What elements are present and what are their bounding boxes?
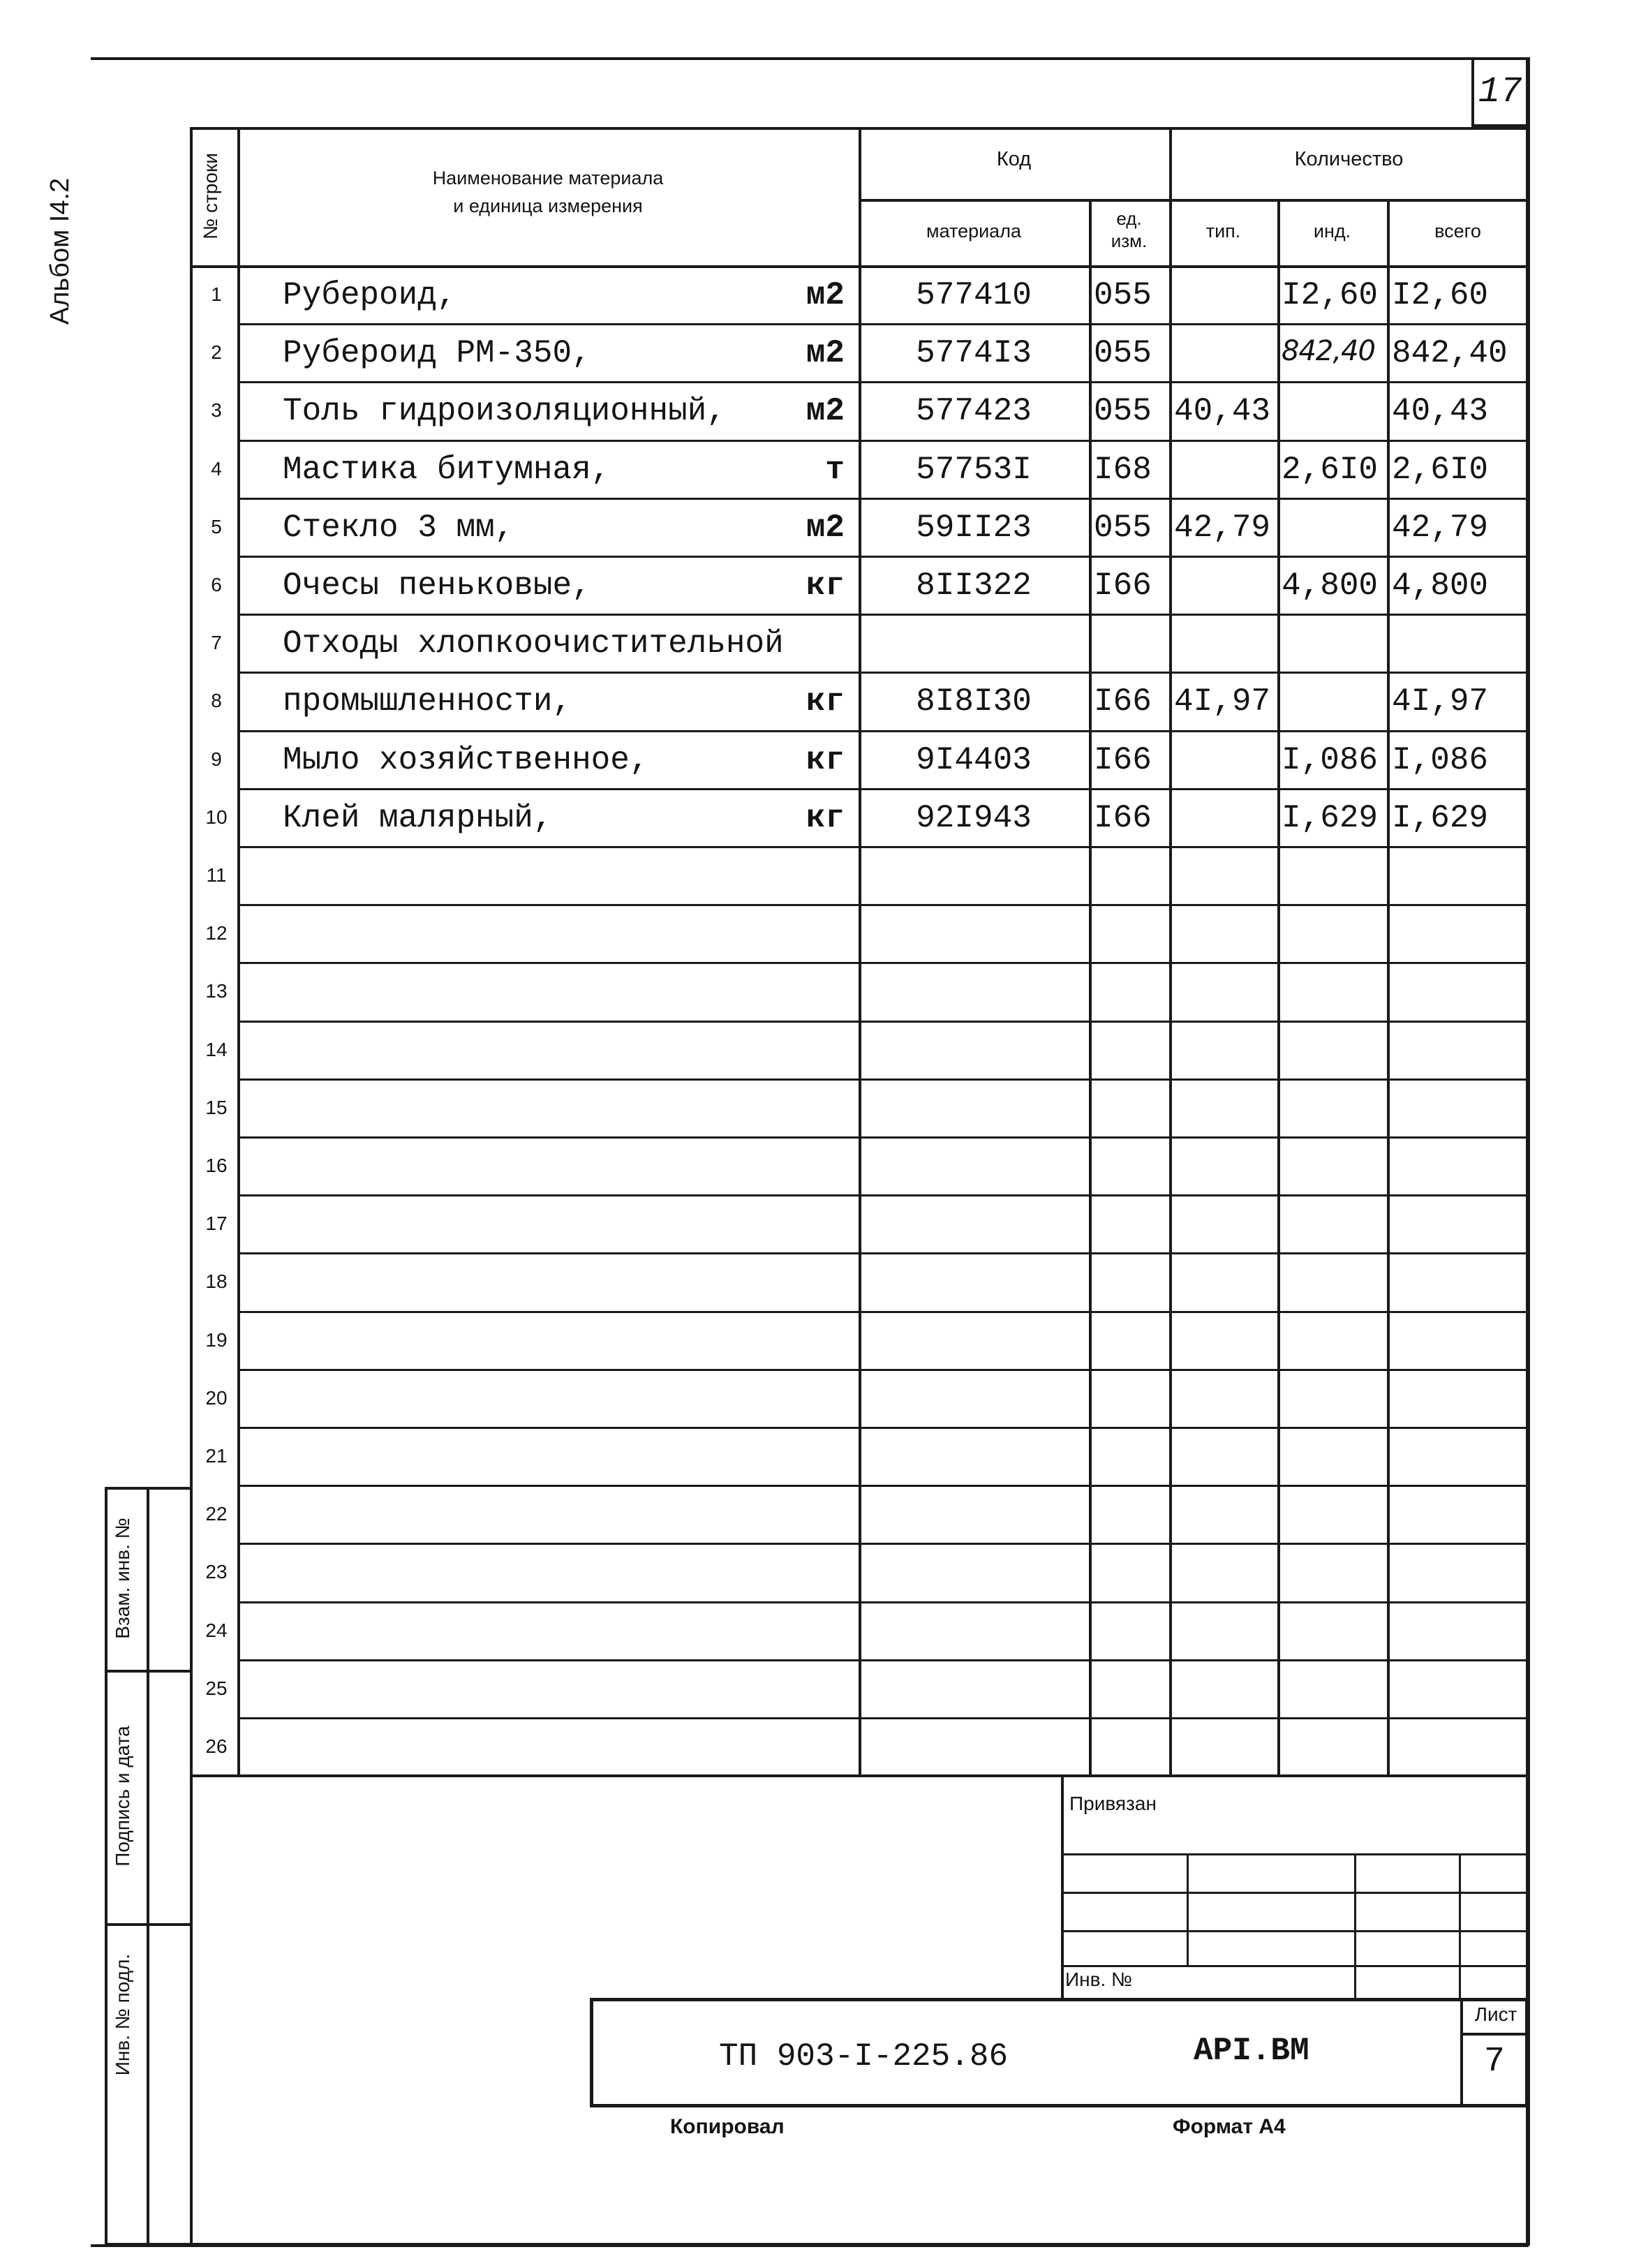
material-code: 577423 bbox=[916, 393, 1032, 429]
material-code: 8II322 bbox=[916, 568, 1032, 604]
header-material: материала bbox=[926, 221, 1021, 242]
row-separator bbox=[237, 1136, 1529, 1139]
header-bottom-line bbox=[190, 265, 1529, 268]
material-code: 577410 bbox=[916, 277, 1032, 313]
qty-typ: 42,79 bbox=[1174, 510, 1271, 546]
unit-code: I66 bbox=[1094, 800, 1152, 836]
side-stamp-divider bbox=[147, 1487, 149, 2246]
col-name-sep bbox=[859, 127, 861, 1774]
row-number: 23 bbox=[205, 1561, 228, 1583]
header-ind: инд. bbox=[1313, 221, 1351, 242]
header-unit-1: ед. bbox=[1116, 208, 1142, 229]
qty-ind: I2,60 bbox=[1282, 277, 1379, 313]
material-name: Стекло 3 мм, bbox=[283, 510, 514, 546]
corner-number: 17 bbox=[1478, 71, 1522, 112]
row-separator bbox=[237, 556, 1529, 558]
row-number: 17 bbox=[205, 1213, 228, 1234]
material-name: Клей малярный, bbox=[283, 800, 553, 836]
material-unit: т bbox=[825, 452, 845, 488]
row-number: 13 bbox=[205, 980, 228, 1002]
row-number: 14 bbox=[205, 1039, 228, 1060]
row-separator bbox=[237, 1659, 1529, 1661]
row-number: 15 bbox=[205, 1097, 228, 1118]
header-total: всего bbox=[1434, 221, 1481, 242]
qty-ind: 842,40 bbox=[1282, 335, 1375, 367]
privyazan-left bbox=[1061, 1774, 1064, 1998]
qty-typ: 4I,97 bbox=[1174, 683, 1271, 720]
col-typ-sep bbox=[1277, 199, 1280, 1774]
row-number: 20 bbox=[205, 1387, 228, 1409]
qty-total: 842,40 bbox=[1392, 335, 1508, 371]
row-number: 6 bbox=[211, 574, 222, 595]
row-separator bbox=[237, 440, 1529, 442]
material-code: 9I4403 bbox=[916, 742, 1032, 778]
row-separator bbox=[237, 788, 1529, 790]
header-unit-2: изм. bbox=[1111, 230, 1148, 251]
material-name: промышленности, bbox=[283, 683, 572, 720]
unit-code: 055 bbox=[1094, 393, 1152, 429]
row-number: 16 bbox=[205, 1155, 228, 1176]
material-unit: кг bbox=[806, 742, 845, 778]
row-number: 21 bbox=[205, 1445, 228, 1467]
col-unit-sep bbox=[1169, 127, 1172, 1774]
row-separator bbox=[237, 962, 1529, 964]
material-name: Толь гидроизоляционный, bbox=[283, 393, 726, 429]
qty-total: I,629 bbox=[1392, 800, 1489, 836]
material-unit: м2 bbox=[806, 335, 845, 371]
qty-total: 4,800 bbox=[1392, 568, 1489, 604]
material-unit: м2 bbox=[806, 510, 845, 546]
row-separator bbox=[237, 1427, 1529, 1429]
row-separator bbox=[237, 1717, 1529, 1719]
header-code: Код bbox=[996, 148, 1032, 170]
header-typ: тип. bbox=[1205, 221, 1241, 242]
row-number: 26 bbox=[205, 1735, 228, 1757]
row-separator bbox=[237, 381, 1529, 383]
footer-format: Формат А4 bbox=[1173, 2115, 1286, 2138]
row-number: 19 bbox=[205, 1329, 228, 1351]
unit-code: I68 bbox=[1094, 452, 1152, 488]
qty-ind: 2,6I0 bbox=[1282, 452, 1379, 488]
row-number: 4 bbox=[211, 458, 222, 480]
privyazan-col-1 bbox=[1187, 1853, 1189, 1965]
unit-code: I66 bbox=[1094, 683, 1152, 720]
qty-ind: I,086 bbox=[1282, 742, 1379, 778]
qty-total: 40,43 bbox=[1392, 393, 1489, 429]
row-separator bbox=[237, 1079, 1529, 1081]
row-number: 24 bbox=[205, 1620, 228, 1641]
material-code: 8I8I30 bbox=[916, 683, 1032, 720]
row-number: 2 bbox=[211, 341, 222, 363]
qty-typ: 40,43 bbox=[1174, 393, 1271, 429]
sheet-label: Лист bbox=[1474, 2003, 1517, 2025]
doc-mark: API.ВМ bbox=[1194, 2033, 1309, 2069]
album-label: Альбом I4.2 bbox=[45, 177, 75, 325]
material-name: Очесы пеньковые, bbox=[283, 568, 591, 604]
side-stamp-line-1 bbox=[105, 1670, 193, 1673]
row-separator bbox=[237, 1311, 1529, 1313]
material-unit: кг bbox=[806, 568, 845, 604]
unit-code: 055 bbox=[1094, 510, 1152, 546]
material-code: 59II23 bbox=[916, 510, 1032, 546]
material-name: Мастика битумная, bbox=[283, 452, 611, 488]
material-name: Рубероид РМ-350, bbox=[283, 335, 591, 371]
qty-total: I2,60 bbox=[1392, 277, 1489, 313]
privyazan-label: Привязан bbox=[1069, 1793, 1157, 1814]
privyazan-col-3 bbox=[1459, 1853, 1461, 2000]
row-number: 10 bbox=[205, 806, 228, 828]
row-separator bbox=[237, 1543, 1529, 1545]
sheet-number: 7 bbox=[1483, 2042, 1505, 2082]
header-row-no: № строки bbox=[200, 153, 221, 239]
row-separator bbox=[237, 498, 1529, 500]
stamp-vzam: Взам. инв. № bbox=[112, 1518, 133, 1639]
material-name: Отходы хлопкоочистительной bbox=[283, 625, 784, 662]
qty-ind: 4,800 bbox=[1282, 568, 1379, 604]
material-unit: кг bbox=[806, 683, 845, 720]
row-number: 1 bbox=[211, 283, 222, 305]
title-sheet-line bbox=[1460, 2033, 1529, 2036]
material-code: 5774I3 bbox=[916, 335, 1032, 371]
row-number: 22 bbox=[205, 1503, 228, 1525]
header-mid-line bbox=[859, 199, 1529, 202]
row-number: 3 bbox=[211, 399, 222, 421]
material-name: Рубероид, bbox=[283, 277, 456, 313]
row-separator bbox=[237, 1021, 1529, 1023]
row-separator bbox=[237, 1252, 1529, 1254]
header-name-line2: и единица измерения bbox=[453, 195, 643, 216]
header-quantity: Количество bbox=[1294, 148, 1404, 170]
qty-ind: I,629 bbox=[1282, 800, 1379, 836]
material-name: Мыло хозяйственное, bbox=[283, 742, 649, 778]
row-number: 11 bbox=[206, 864, 227, 886]
material-unit: кг bbox=[806, 800, 845, 836]
qty-total: 4I,97 bbox=[1392, 683, 1489, 720]
row-separator bbox=[237, 846, 1529, 848]
qty-total: 2,6I0 bbox=[1392, 452, 1489, 488]
row-separator bbox=[237, 323, 1529, 325]
row-separator bbox=[237, 1601, 1529, 1603]
row-separator bbox=[237, 672, 1529, 674]
doc-code: ТП 903-I-225.86 bbox=[719, 2038, 1009, 2075]
stamp-podpis: Подпись и дата bbox=[112, 1726, 133, 1867]
row-number: 9 bbox=[211, 748, 222, 770]
row-separator bbox=[237, 1485, 1529, 1487]
col-rowno-sep bbox=[237, 127, 240, 1774]
header-name-line1: Наименование материала bbox=[432, 168, 664, 188]
inv-no-label: Инв. № bbox=[1065, 1969, 1133, 1990]
row-separator bbox=[237, 614, 1529, 616]
unit-code: I66 bbox=[1094, 568, 1152, 604]
row-number: 25 bbox=[205, 1677, 228, 1699]
row-number: 7 bbox=[211, 632, 222, 653]
row-separator bbox=[237, 1369, 1529, 1371]
unit-code: 055 bbox=[1094, 277, 1152, 313]
material-unit: м2 bbox=[806, 277, 845, 313]
privyazan-col-2 bbox=[1354, 1853, 1356, 2000]
row-number: 8 bbox=[211, 690, 222, 711]
qty-total: I,086 bbox=[1392, 742, 1489, 778]
row-number: 12 bbox=[205, 922, 228, 944]
material-code: 57753I bbox=[916, 452, 1032, 488]
col-code-sep bbox=[1089, 199, 1092, 1774]
material-unit: м2 bbox=[806, 393, 845, 429]
row-number: 18 bbox=[205, 1270, 228, 1292]
footer-copied: Копировал bbox=[670, 2115, 785, 2138]
table-bottom-line bbox=[190, 1774, 1529, 1777]
stamp-inv-podl: Инв. № подл. bbox=[112, 1953, 133, 2076]
material-code: 92I943 bbox=[916, 800, 1032, 836]
unit-code: 055 bbox=[1094, 335, 1152, 371]
col-ind-sep bbox=[1387, 199, 1390, 1774]
row-number: 5 bbox=[211, 516, 222, 538]
row-separator bbox=[237, 1194, 1529, 1196]
row-separator bbox=[237, 730, 1529, 732]
row-separator bbox=[237, 904, 1529, 906]
unit-code: I66 bbox=[1094, 742, 1152, 778]
qty-total: 42,79 bbox=[1392, 510, 1489, 546]
top-border bbox=[91, 57, 1529, 60]
